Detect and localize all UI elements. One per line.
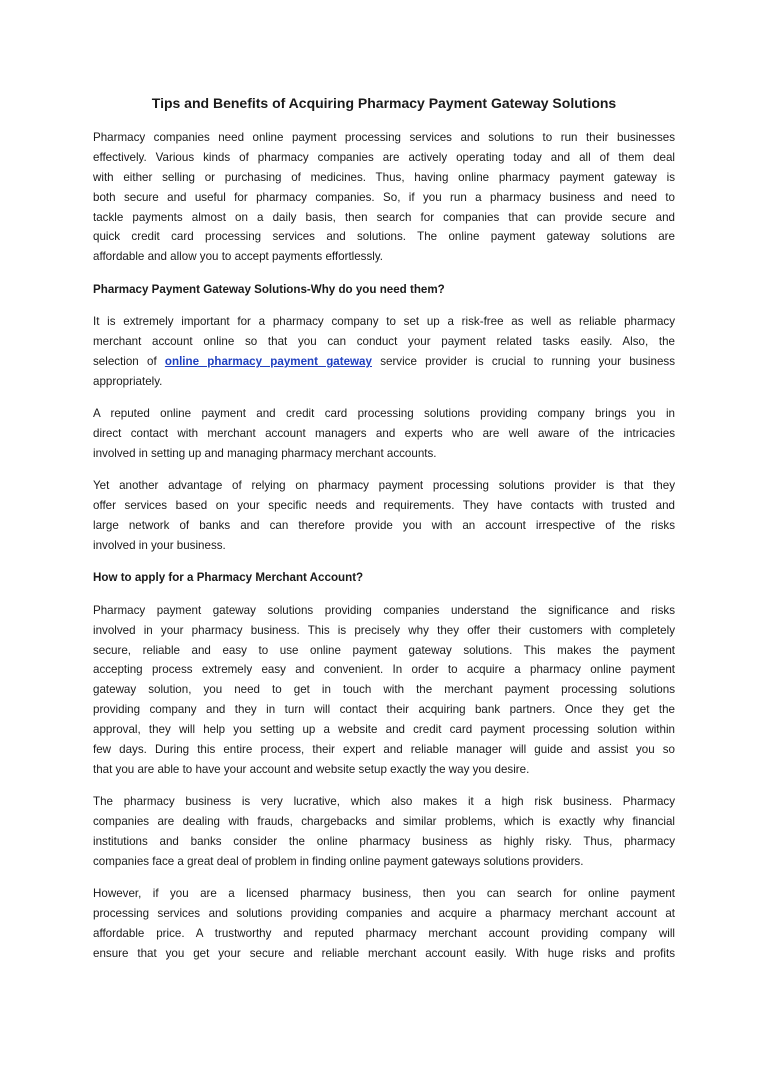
document-body (93, 128, 675, 964)
paragraph (93, 312, 675, 392)
text-line: accepting process extremely easy and convenient. In order to acquire a pharmacy online payment (93, 663, 675, 677)
document-page (93, 94, 675, 976)
text-line: that you are able to have your account and website setup exactly the way you desire. (93, 762, 530, 776)
text-line: affordable and allow you to accept payments effortlessly. (93, 250, 384, 264)
text-line: few days. During this entire process, their expert and reliable manager will guide and assist you so (93, 743, 675, 757)
paragraph (93, 404, 675, 464)
text-segment: service provider is crucial to running your business (371, 354, 675, 368)
text-line: gateway solution, you need to get in touch with the merchant payment processing solutions (93, 683, 675, 697)
text-line: direct contact with merchant account managers and experts who are well aware of the intricacies (93, 427, 675, 441)
text-line: both secure and useful for pharmacy companies. So, if you run a pharmacy business and need to (93, 190, 675, 204)
text-line: effectively. Various kinds of pharmacy companies are actively operating today and all of them deal (93, 150, 675, 164)
text-line: companies face a great deal of problem in finding online payment gateways solutions providers. (93, 855, 584, 868)
text-line (93, 352, 675, 372)
text-line: institutions and banks consider the online pharmacy business as highly risky. Thus, pharmacy (93, 835, 675, 849)
text-line: Pharmacy payment gateway solutions providing companies understand the significance and risks (93, 603, 675, 617)
text-line: large network of banks and can therefore provide you with an account irrespective of the risks (93, 519, 675, 533)
text-line: merchant account online so that you can conduct your payment related tasks easily. Also, the (93, 335, 675, 349)
text-line: involved in your business. (93, 539, 226, 553)
text-line: How to apply for a Pharmacy Merchant Account? (93, 571, 364, 585)
document-title: Tips and Benefits of Acquiring Pharmacy Payment Gateway Solutions (151, 95, 617, 111)
text-line: A reputed online payment and credit card processing solutions providing company brings you in (93, 407, 675, 421)
paragraph (93, 601, 675, 780)
text-line: providing company and they in turn will contact their acquiring bank partners. Once they get the (93, 703, 675, 717)
text-line: involved in your pharmacy business. This is precisely why they offer their customers with completely (93, 623, 675, 637)
text-line: Pharmacy companies need online payment processing services and solutions to run their businesses (93, 131, 675, 144)
text-line: companies are dealing with frauds, chargebacks and similar problems, which is exactly why financial (93, 815, 675, 829)
section-heading (93, 280, 675, 300)
text-line: with either selling or purchasing of medicines. Thus, having online pharmacy payment gateway is (93, 170, 675, 184)
paragraph (93, 792, 675, 872)
text-line: quick credit card processing services and solutions. The online payment gateway solutions are (93, 230, 675, 244)
text-segment: selection of (93, 354, 165, 368)
text-line: Pharmacy Payment Gateway Solutions-Why do you need them? (93, 282, 445, 296)
section-heading (93, 568, 675, 588)
text-line: secure, reliable and easy to use online payment gateway solutions. This makes the payment (93, 643, 675, 657)
text-line: It is extremely important for a pharmacy company to set up a risk-free as well as reliable pharmacy (93, 315, 675, 329)
paragraph (93, 128, 675, 267)
text-line: However, if you are a licensed pharmacy business, then you can search for online payment (93, 887, 675, 901)
text-line: affordable price. A trustworthy and reputed pharmacy merchant account providing company will (93, 927, 675, 941)
text-line: offer services based on your specific needs and requirements. They have contacts with trusted and (93, 499, 675, 513)
text-line: approval, they will help you setting up a website and credit card payment processing solution within (93, 723, 675, 737)
paragraph (93, 884, 675, 964)
text-line: appropriately. (93, 374, 163, 388)
paragraph (93, 476, 675, 556)
text-line: involved in setting up and managing pharmacy merchant accounts. (93, 446, 437, 460)
online-pharmacy-payment-gateway-link[interactable]: online pharmacy payment gateway (164, 354, 372, 368)
text-line: tackle payments almost on a daily basis, then search for companies that can provide secure and (93, 210, 675, 224)
text-line: Yet another advantage of relying on pharmacy payment processing solutions provider is that they (93, 479, 675, 493)
text-line: processing services and solutions providing companies and acquire a pharmacy merchant account at (93, 907, 675, 921)
text-line: The pharmacy business is very lucrative, which also makes it a high risk business. Pharmacy (93, 795, 675, 809)
text-line: ensure that you get your secure and reliable merchant account easily. With huge risks and profits (93, 947, 675, 961)
